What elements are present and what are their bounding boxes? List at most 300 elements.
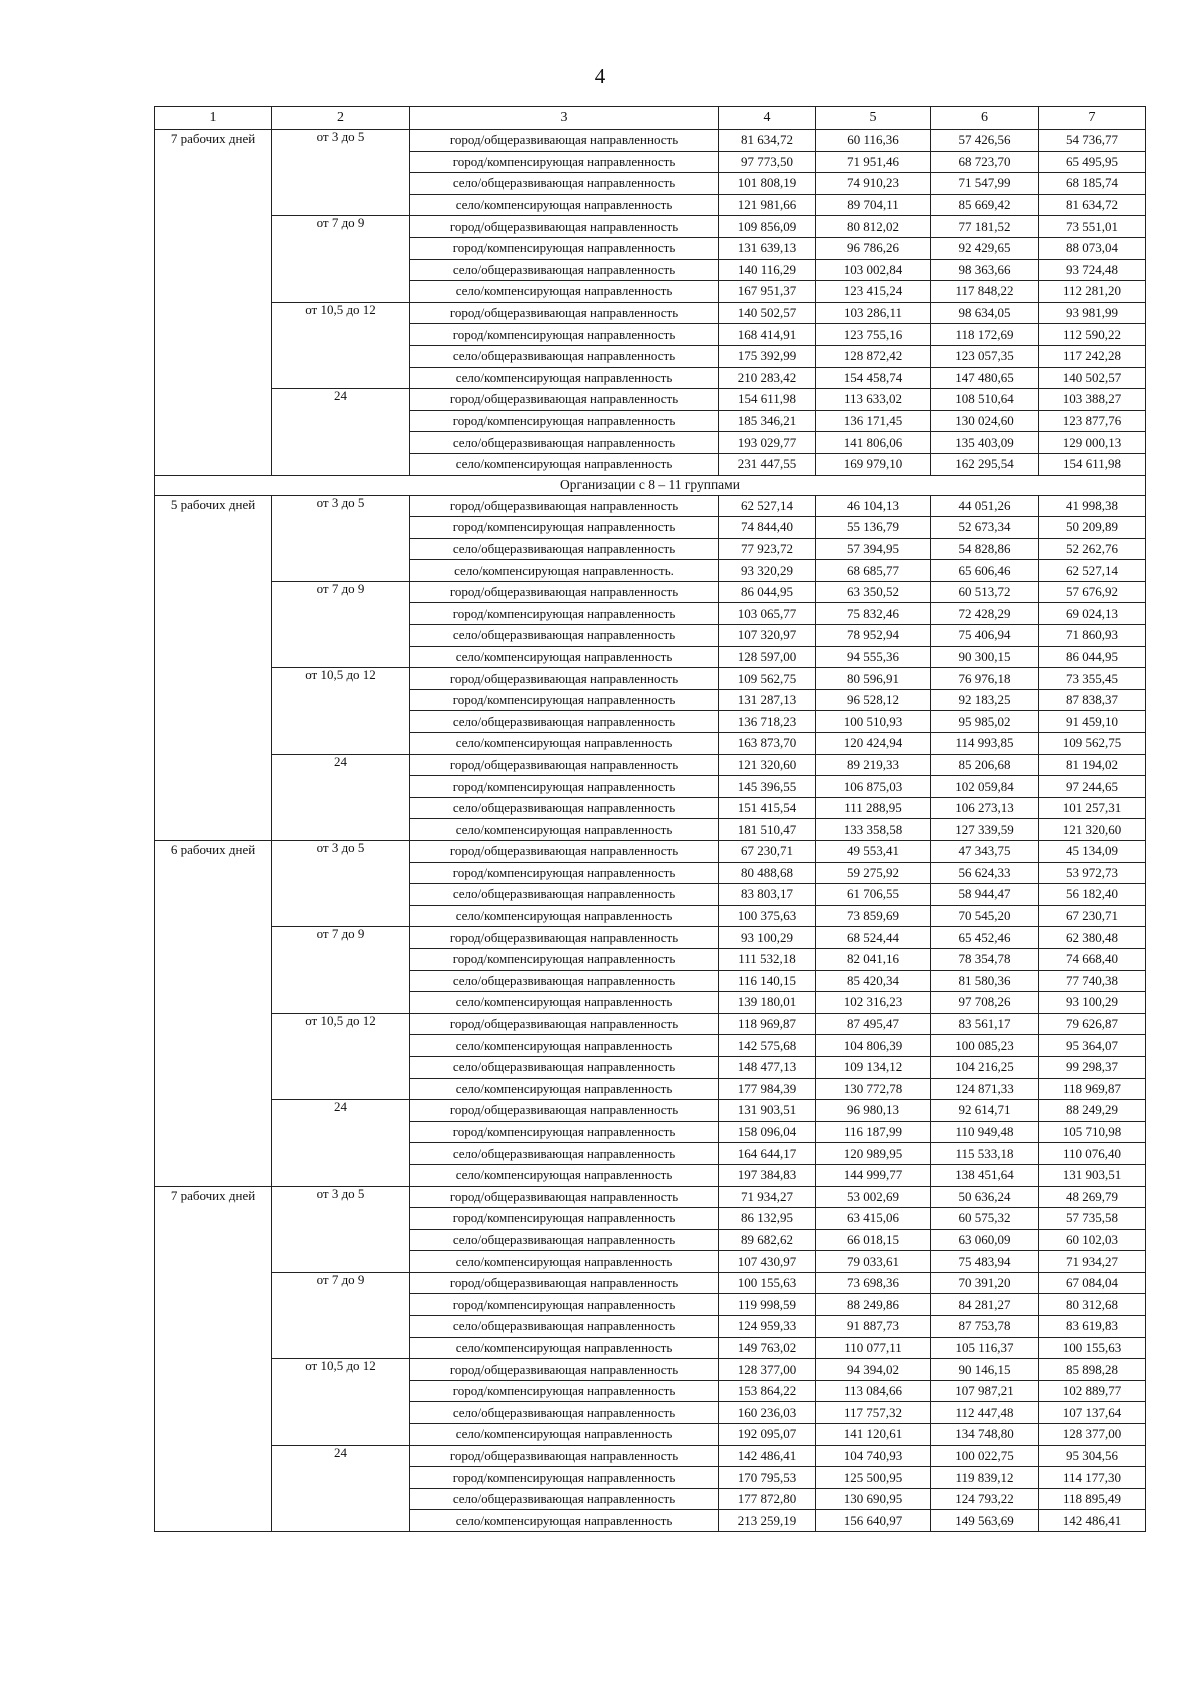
category-cell: город/общеразвивающая направленность [410,1272,719,1294]
value-cell: 121 981,66 [719,194,816,216]
category-cell: город/компенсирующая направленность [410,410,719,432]
value-cell: 52 673,34 [931,517,1039,539]
value-cell: 100 155,63 [719,1272,816,1294]
value-cell: 76 976,18 [931,668,1039,690]
category-cell: село/компенсирующая направленность [410,1078,719,1100]
value-cell: 47 343,75 [931,841,1039,863]
value-cell: 142 575,68 [719,1035,816,1057]
value-cell: 102 316,23 [816,992,931,1014]
hours-cell: от 7 до 9 [272,581,410,667]
value-cell: 71 951,46 [816,151,931,173]
value-cell: 136 171,45 [816,410,931,432]
table-row [155,130,1146,152]
value-cell: 107 430,97 [719,1251,816,1273]
value-cell: 93 100,29 [1039,992,1146,1014]
value-cell: 117 242,28 [1039,345,1146,367]
category-cell: город/компенсирующая направленность [410,689,719,711]
column-header: 1 [155,107,272,130]
category-cell: город/компенсирующая направленность [410,1121,719,1143]
value-cell: 90 146,15 [931,1359,1039,1381]
value-cell: 57 394,95 [816,538,931,560]
value-cell: 100 510,93 [816,711,931,733]
category-cell: город/общеразвивающая направленность [410,754,719,776]
value-cell: 119 839,12 [931,1467,1039,1489]
value-cell: 123 057,35 [931,345,1039,367]
value-cell: 118 969,87 [719,1013,816,1035]
value-cell: 66 018,15 [816,1229,931,1251]
value-cell: 93 320,29 [719,560,816,582]
value-cell: 213 259,19 [719,1510,816,1532]
value-cell: 107 320,97 [719,625,816,647]
value-cell: 197 384,83 [719,1164,816,1186]
category-cell: село/общеразвивающая направленность [410,173,719,195]
value-cell: 83 561,17 [931,1013,1039,1035]
value-cell: 93 100,29 [719,927,816,949]
value-cell: 162 295,54 [931,453,1039,475]
hours-cell: 24 [272,754,410,840]
table-row [155,1272,1146,1294]
value-cell: 73 698,36 [816,1272,931,1294]
value-cell: 54 736,77 [1039,130,1146,152]
value-cell: 116 140,15 [719,970,816,992]
work-days-cell: 7 рабочих дней [155,130,272,476]
value-cell: 128 377,00 [719,1359,816,1381]
value-cell: 128 377,00 [1039,1424,1146,1446]
value-cell: 62 380,48 [1039,927,1146,949]
value-cell: 130 690,95 [816,1488,931,1510]
value-cell: 149 763,02 [719,1337,816,1359]
value-cell: 104 740,93 [816,1445,931,1467]
value-cell: 57 735,58 [1039,1208,1146,1230]
value-cell: 59 275,92 [816,862,931,884]
value-cell: 80 488,68 [719,862,816,884]
value-cell: 101 808,19 [719,173,816,195]
value-cell: 130 772,78 [816,1078,931,1100]
value-cell: 101 257,31 [1039,797,1146,819]
value-cell: 175 392,99 [719,345,816,367]
value-cell: 67 230,71 [1039,905,1146,927]
value-cell: 85 669,42 [931,194,1039,216]
value-cell: 141 120,61 [816,1424,931,1446]
value-cell: 140 502,57 [1039,367,1146,389]
value-cell: 140 116,29 [719,259,816,281]
value-cell: 69 024,13 [1039,603,1146,625]
value-cell: 96 980,13 [816,1100,931,1122]
value-cell: 158 096,04 [719,1121,816,1143]
category-cell: село/общеразвивающая направленность [410,1402,719,1424]
value-cell: 98 363,66 [931,259,1039,281]
value-cell: 181 510,47 [719,819,816,841]
value-cell: 117 848,22 [931,281,1039,303]
value-cell: 134 748,80 [931,1424,1039,1446]
value-cell: 79 626,87 [1039,1013,1146,1035]
value-cell: 85 206,68 [931,754,1039,776]
category-cell: город/общеразвивающая направленность [410,389,719,411]
value-cell: 92 183,25 [931,689,1039,711]
column-header-row [155,107,1146,130]
value-cell: 86 044,95 [719,581,816,603]
category-cell: город/общеразвивающая направленность [410,1013,719,1035]
value-cell: 63 415,06 [816,1208,931,1230]
value-cell: 96 786,26 [816,237,931,259]
value-cell: 145 396,55 [719,776,816,798]
category-cell: город/компенсирующая направленность [410,948,719,970]
value-cell: 77 923,72 [719,538,816,560]
value-cell: 86 044,95 [1039,646,1146,668]
category-cell: село/компенсирующая направленность [410,905,719,927]
category-cell: село/компенсирующая направленность [410,453,719,475]
value-cell: 118 895,49 [1039,1488,1146,1510]
value-cell: 78 354,78 [931,948,1039,970]
value-cell: 98 634,05 [931,302,1039,324]
value-cell: 105 710,98 [1039,1121,1146,1143]
value-cell: 148 477,13 [719,1056,816,1078]
value-cell: 67 230,71 [719,841,816,863]
value-cell: 106 273,13 [931,797,1039,819]
value-cell: 73 355,45 [1039,668,1146,690]
value-cell: 68 524,44 [816,927,931,949]
value-cell: 130 024,60 [931,410,1039,432]
category-cell: село/общеразвивающая направленность [410,1143,719,1165]
value-cell: 65 495,95 [1039,151,1146,173]
value-cell: 112 590,22 [1039,324,1146,346]
value-cell: 74 668,40 [1039,948,1146,970]
value-cell: 63 350,52 [816,581,931,603]
value-cell: 149 563,69 [931,1510,1039,1532]
hours-cell: от 10,5 до 12 [272,302,410,388]
value-cell: 67 084,04 [1039,1272,1146,1294]
category-cell: город/общеразвивающая направленность [410,1186,719,1208]
value-cell: 154 611,98 [719,389,816,411]
column-header: 7 [1039,107,1146,130]
section-title-row [155,475,1146,495]
value-cell: 123 877,76 [1039,410,1146,432]
value-cell: 120 424,94 [816,733,931,755]
value-cell: 50 209,89 [1039,517,1146,539]
value-cell: 83 803,17 [719,884,816,906]
value-cell: 71 934,27 [719,1186,816,1208]
value-cell: 57 676,92 [1039,581,1146,603]
value-cell: 65 606,46 [931,560,1039,582]
category-cell: город/общеразвивающая направленность [410,216,719,238]
tariff-table-body [155,107,1146,1532]
hours-cell: от 7 до 9 [272,1272,410,1358]
category-cell: село/общеразвивающая направленность [410,1229,719,1251]
value-cell: 77 181,52 [931,216,1039,238]
value-cell: 104 216,25 [931,1056,1039,1078]
value-cell: 95 985,02 [931,711,1039,733]
column-header: 5 [816,107,931,130]
value-cell: 116 187,99 [816,1121,931,1143]
table-row [155,1445,1146,1467]
value-cell: 192 095,07 [719,1424,816,1446]
value-cell: 113 633,02 [816,389,931,411]
value-cell: 169 979,10 [816,453,931,475]
hours-cell: от 7 до 9 [272,216,410,302]
value-cell: 168 414,91 [719,324,816,346]
category-cell: город/компенсирующая направленность [410,1208,719,1230]
value-cell: 142 486,41 [1039,1510,1146,1532]
value-cell: 53 002,69 [816,1186,931,1208]
category-cell: село/компенсирующая направленность [410,1424,719,1446]
value-cell: 103 065,77 [719,603,816,625]
value-cell: 53 972,73 [1039,862,1146,884]
value-cell: 55 136,79 [816,517,931,539]
value-cell: 177 872,80 [719,1488,816,1510]
value-cell: 72 428,29 [931,603,1039,625]
value-cell: 81 194,02 [1039,754,1146,776]
value-cell: 109 562,75 [719,668,816,690]
value-cell: 118 969,87 [1039,1078,1146,1100]
value-cell: 73 859,69 [816,905,931,927]
value-cell: 80 312,68 [1039,1294,1146,1316]
value-cell: 92 614,71 [931,1100,1039,1122]
value-cell: 131 287,13 [719,689,816,711]
value-cell: 185 346,21 [719,410,816,432]
category-cell: город/общеразвивающая направленность [410,1445,719,1467]
value-cell: 87 838,37 [1039,689,1146,711]
value-cell: 70 391,20 [931,1272,1039,1294]
table-row [155,841,1146,863]
value-cell: 89 682,62 [719,1229,816,1251]
value-cell: 156 640,97 [816,1510,931,1532]
value-cell: 84 281,27 [931,1294,1039,1316]
category-cell: село/компенсирующая направленность. [410,560,719,582]
section-title: Организации с 8 – 11 группами [155,475,1146,495]
category-cell: село/общеразвивающая направленность [410,259,719,281]
value-cell: 83 619,83 [1039,1316,1146,1338]
value-cell: 77 740,38 [1039,970,1146,992]
value-cell: 109 134,12 [816,1056,931,1078]
hours-cell: 24 [272,1445,410,1531]
value-cell: 91 887,73 [816,1316,931,1338]
value-cell: 123 415,24 [816,281,931,303]
value-cell: 120 989,95 [816,1143,931,1165]
value-cell: 49 553,41 [816,841,931,863]
value-cell: 103 002,84 [816,259,931,281]
value-cell: 140 502,57 [719,302,816,324]
value-cell: 106 875,03 [816,776,931,798]
value-cell: 163 873,70 [719,733,816,755]
category-cell: село/общеразвивающая направленность [410,1056,719,1078]
column-header: 6 [931,107,1039,130]
value-cell: 74 910,23 [816,173,931,195]
value-cell: 131 903,51 [1039,1164,1146,1186]
hours-cell: от 3 до 5 [272,1186,410,1272]
category-cell: город/общеразвивающая направленность [410,927,719,949]
value-cell: 112 281,20 [1039,281,1146,303]
category-cell: город/компенсирующая направленность [410,776,719,798]
value-cell: 160 236,03 [719,1402,816,1424]
value-cell: 100 155,63 [1039,1337,1146,1359]
value-cell: 138 451,64 [931,1164,1039,1186]
value-cell: 89 704,11 [816,194,931,216]
value-cell: 92 429,65 [931,237,1039,259]
value-cell: 94 555,36 [816,646,931,668]
table-row [155,927,1146,949]
page-number: 4 [594,64,606,88]
value-cell: 58 944,47 [931,884,1039,906]
value-cell: 124 871,33 [931,1078,1039,1100]
category-cell: село/общеразвивающая направленность [410,538,719,560]
value-cell: 94 394,02 [816,1359,931,1381]
value-cell: 100 085,23 [931,1035,1039,1057]
category-cell: город/компенсирующая направленность [410,237,719,259]
value-cell: 81 634,72 [1039,194,1146,216]
value-cell: 193 029,77 [719,432,816,454]
category-cell: село/общеразвивающая направленность [410,884,719,906]
value-cell: 87 753,78 [931,1316,1039,1338]
value-cell: 110 077,11 [816,1337,931,1359]
value-cell: 57 426,56 [931,130,1039,152]
value-cell: 97 708,26 [931,992,1039,1014]
value-cell: 125 500,95 [816,1467,931,1489]
value-cell: 147 480,65 [931,367,1039,389]
value-cell: 105 116,37 [931,1337,1039,1359]
category-cell: город/компенсирующая направленность [410,324,719,346]
value-cell: 142 486,41 [719,1445,816,1467]
value-cell: 61 706,55 [816,884,931,906]
value-cell: 164 644,17 [719,1143,816,1165]
table-row [155,581,1146,603]
value-cell: 131 639,13 [719,237,816,259]
value-cell: 115 533,18 [931,1143,1039,1165]
value-cell: 111 288,95 [816,797,931,819]
value-cell: 62 527,14 [719,495,816,517]
value-cell: 60 116,36 [816,130,931,152]
value-cell: 97 773,50 [719,151,816,173]
value-cell: 133 358,58 [816,819,931,841]
value-cell: 103 286,11 [816,302,931,324]
value-cell: 68 685,77 [816,560,931,582]
value-cell: 121 320,60 [1039,819,1146,841]
value-cell: 63 060,09 [931,1229,1039,1251]
category-cell: город/компенсирующая направленность [410,862,719,884]
value-cell: 41 998,38 [1039,495,1146,517]
category-cell: село/общеразвивающая направленность [410,711,719,733]
category-cell: город/общеразвивающая направленность [410,1100,719,1122]
category-cell: село/компенсирующая направленность [410,194,719,216]
value-cell: 78 952,94 [816,625,931,647]
table-row [155,1100,1146,1122]
value-cell: 74 844,40 [719,517,816,539]
value-cell: 107 987,21 [931,1380,1039,1402]
category-cell: город/компенсирующая направленность [410,151,719,173]
category-cell: село/общеразвивающая направленность [410,345,719,367]
value-cell: 102 889,77 [1039,1380,1146,1402]
category-cell: село/общеразвивающая направленность [410,970,719,992]
value-cell: 95 364,07 [1039,1035,1146,1057]
table-row [155,389,1146,411]
category-cell: город/общеразвивающая направленность [410,130,719,152]
value-cell: 90 300,15 [931,646,1039,668]
category-cell: село/общеразвивающая направленность [410,432,719,454]
column-header: 2 [272,107,410,130]
value-cell: 100 022,75 [931,1445,1039,1467]
table-row [155,495,1146,517]
value-cell: 48 269,79 [1039,1186,1146,1208]
value-cell: 56 624,33 [931,862,1039,884]
table-row [155,1359,1146,1381]
value-cell: 135 403,09 [931,432,1039,454]
value-cell: 110 076,40 [1039,1143,1146,1165]
value-cell: 141 806,06 [816,432,931,454]
value-cell: 60 513,72 [931,581,1039,603]
value-cell: 114 993,85 [931,733,1039,755]
value-cell: 108 510,64 [931,389,1039,411]
value-cell: 121 320,60 [719,754,816,776]
hours-cell: от 3 до 5 [272,495,410,581]
category-cell: село/общеразвивающая направленность [410,797,719,819]
value-cell: 103 388,27 [1039,389,1146,411]
value-cell: 151 415,54 [719,797,816,819]
category-cell: село/компенсирующая направленность [410,1337,719,1359]
table-row [155,668,1146,690]
value-cell: 99 298,37 [1039,1056,1146,1078]
value-cell: 210 283,42 [719,367,816,389]
value-cell: 97 244,65 [1039,776,1146,798]
value-cell: 129 000,13 [1039,432,1146,454]
value-cell: 93 981,99 [1039,302,1146,324]
value-cell: 167 951,37 [719,281,816,303]
category-cell: село/компенсирующая направленность [410,1510,719,1532]
work-days-cell: 6 рабочих дней [155,841,272,1187]
value-cell: 102 059,84 [931,776,1039,798]
hours-cell: от 10,5 до 12 [272,668,410,754]
value-cell: 100 375,63 [719,905,816,927]
value-cell: 75 832,46 [816,603,931,625]
category-cell: село/компенсирующая направленность [410,819,719,841]
value-cell: 154 458,74 [816,367,931,389]
value-cell: 128 872,42 [816,345,931,367]
category-cell: город/общеразвивающая направленность [410,841,719,863]
value-cell: 85 420,34 [816,970,931,992]
value-cell: 153 864,22 [719,1380,816,1402]
value-cell: 88 249,29 [1039,1100,1146,1122]
tariff-table [154,106,1146,1532]
category-cell: город/общеразвивающая направленность [410,668,719,690]
value-cell: 124 793,22 [931,1488,1039,1510]
value-cell: 45 134,09 [1039,841,1146,863]
value-cell: 62 527,14 [1039,560,1146,582]
category-cell: город/компенсирующая направленность [410,517,719,539]
category-cell: город/общеразвивающая направленность [410,302,719,324]
value-cell: 231 447,55 [719,453,816,475]
column-header: 4 [719,107,816,130]
value-cell: 87 495,47 [816,1013,931,1035]
value-cell: 136 718,23 [719,711,816,733]
category-cell: село/компенсирующая направленность [410,367,719,389]
value-cell: 110 949,48 [931,1121,1039,1143]
hours-cell: от 7 до 9 [272,927,410,1013]
category-cell: село/компенсирующая направленность [410,992,719,1014]
value-cell: 60 575,32 [931,1208,1039,1230]
category-cell: село/компенсирующая направленность [410,1035,719,1057]
category-cell: город/общеразвивающая направленность [410,1359,719,1381]
value-cell: 123 755,16 [816,324,931,346]
value-cell: 65 452,46 [931,927,1039,949]
work-days-cell: 5 рабочих дней [155,495,272,841]
value-cell: 128 597,00 [719,646,816,668]
value-cell: 81 634,72 [719,130,816,152]
value-cell: 81 580,36 [931,970,1039,992]
value-cell: 54 828,86 [931,538,1039,560]
value-cell: 111 532,18 [719,948,816,970]
category-cell: село/компенсирующая направленность [410,281,719,303]
category-cell: село/компенсирующая направленность [410,646,719,668]
value-cell: 95 304,56 [1039,1445,1146,1467]
value-cell: 109 562,75 [1039,733,1146,755]
